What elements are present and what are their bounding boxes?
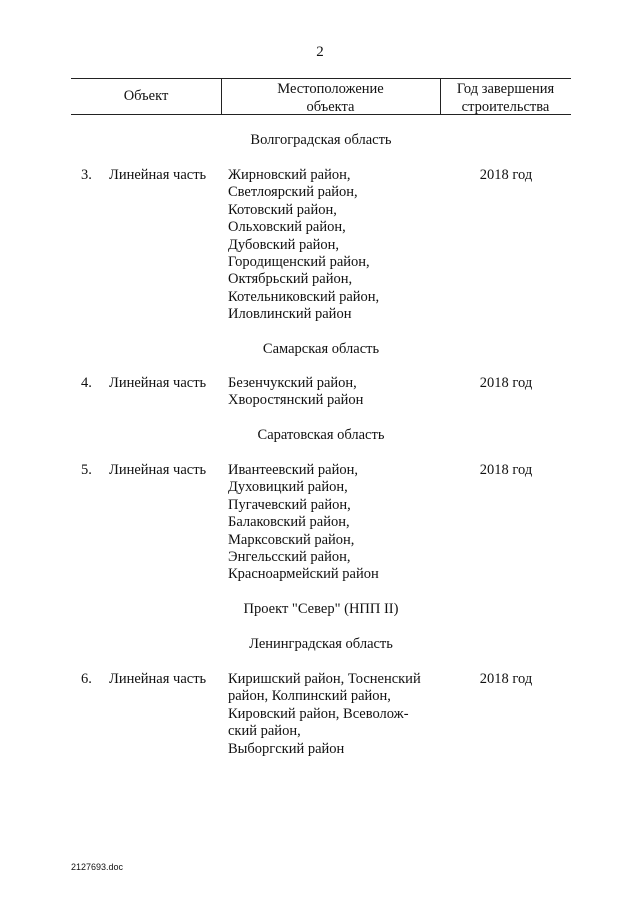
region-heading: Саратовская область	[257, 427, 385, 443]
location-line: Хворостянский район	[228, 392, 364, 409]
row-number: 3.	[81, 167, 92, 183]
location-line: Киришский район, Тосненский	[228, 671, 421, 687]
row-object: Линейная часть	[109, 167, 207, 183]
location-line: Балаковский район,	[228, 514, 350, 531]
location-line: Марксовский район,	[228, 531, 355, 548]
location-line: Жирновский район,	[228, 167, 351, 183]
location-line: Красноармейский район	[228, 566, 379, 583]
location-line: Выборгский район	[228, 740, 345, 757]
page-number: 2	[316, 44, 324, 60]
header-location	[221, 80, 440, 116]
row-number: 5.	[81, 462, 92, 478]
location-line: Духовицкий район,	[228, 479, 348, 496]
row-location	[228, 375, 443, 410]
row-location	[228, 167, 443, 324]
location-line: Котовский район,	[228, 201, 337, 218]
location-line: Безенчукский район,	[228, 375, 357, 391]
location-line: ский район,	[228, 723, 301, 740]
region-heading: Волгоградская область	[250, 132, 392, 148]
row-year: 2018 год	[479, 462, 533, 478]
location-line: Энгельсский район,	[228, 549, 351, 566]
location-line: Ивантеевский район,	[228, 462, 358, 478]
region-heading: Самарская область	[262, 341, 380, 357]
location-line: Октябрьский район,	[228, 271, 353, 288]
row-location	[228, 671, 443, 758]
header-location-line: объекта	[306, 99, 355, 115]
location-line: Светлоярский район,	[228, 184, 358, 201]
header-object: Объект	[123, 88, 169, 104]
location-line: Ольховский район,	[228, 219, 346, 236]
location-line: Городищенский район,	[228, 254, 370, 271]
row-number: 6.	[81, 671, 92, 687]
header-location-line: Местоположение	[277, 81, 384, 97]
location-line: Кировский район, Всеволож-	[228, 705, 409, 722]
header-year-line: Год завершения	[456, 81, 555, 97]
header-year	[440, 80, 571, 116]
table-header-top-rule	[71, 78, 571, 79]
project-heading: Проект "Север" (НПП II)	[243, 601, 399, 617]
header-year-line: строительства	[461, 99, 550, 115]
row-year: 2018 год	[479, 167, 533, 183]
location-line: Пугачевский район,	[228, 496, 351, 513]
row-year: 2018 год	[479, 671, 533, 687]
location-line: Иловлинский район	[228, 306, 352, 323]
region-heading: Ленинградская область	[249, 636, 393, 652]
location-line: Котельниковский район,	[228, 288, 380, 305]
row-object: Линейная часть	[109, 375, 207, 391]
row-object: Линейная часть	[109, 671, 207, 687]
row-object: Линейная часть	[109, 462, 207, 478]
row-location	[228, 462, 443, 584]
row-number: 4.	[81, 375, 92, 391]
document-filename: 2127693.doc	[71, 862, 124, 872]
location-line: район, Колпинский район,	[228, 688, 391, 705]
row-year: 2018 год	[479, 375, 533, 391]
location-line: Дубовский район,	[228, 236, 340, 253]
